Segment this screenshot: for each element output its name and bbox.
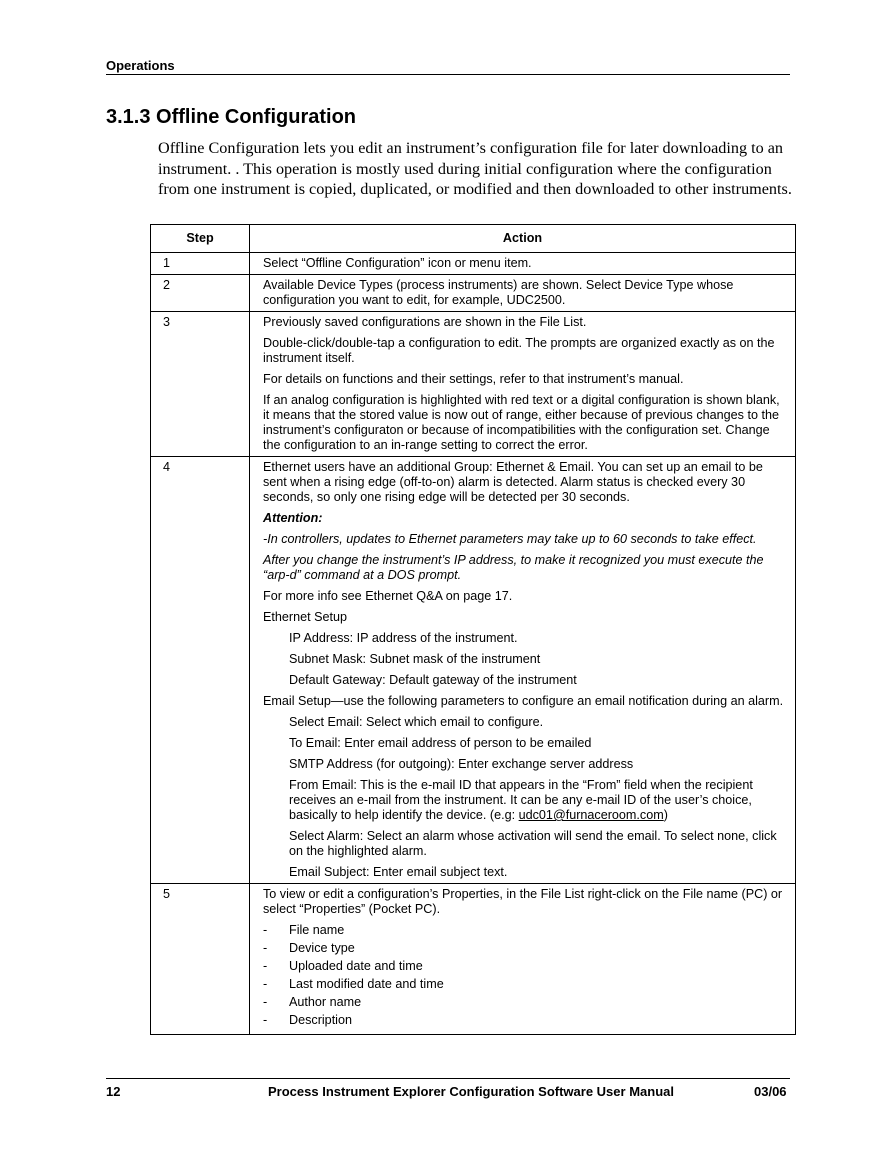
action-text: Previously saved configurations are shown in the File List. (263, 315, 587, 329)
step-number: 2 (151, 275, 250, 312)
action-column-header: Action (250, 225, 796, 253)
list-item-label: Uploaded date and time (289, 959, 423, 973)
list-item (263, 923, 787, 938)
table-header-row (151, 225, 796, 253)
attention-note: After you change the instrument’s IP address, to make it recognized you must execute the “arp-d” command at a DOS prompt. (263, 553, 764, 582)
table-row (151, 457, 796, 884)
subnet-mask-item: Subnet Mask: Subnet mask of the instrument (289, 652, 541, 666)
step-number: 4 (151, 457, 250, 884)
step-number: 1 (151, 253, 250, 275)
action-text: Double-click/double-tap a configuration to edit. The prompts are organized exactly as on the instrument itself. (263, 336, 775, 365)
list-item-label: File name (289, 923, 345, 937)
intro-paragraph: Offline Configuration lets you edit an instrument’s configuration file for later downloading to an instrument. . This operation is mostly used during initial configuration where the configuration from one instrument is copied, duplicated, or modified and then downloaded to other instruments. (158, 139, 792, 198)
step-number: 5 (151, 884, 250, 1035)
header-rule (106, 74, 790, 75)
list-item (263, 959, 787, 974)
email-setup-heading: Email Setup—use the following parameters to configure an email notification during an alarm. (263, 694, 784, 708)
steps-table (150, 224, 796, 1035)
list-item-label: Device type (289, 941, 355, 955)
manual-title: Process Instrument Explorer Configuration Software User Manual (268, 1084, 674, 1099)
attention-note: -In controllers, updates to Ethernet parameters may take up to 60 seconds to take effect. (263, 532, 757, 546)
from-email-close: ) (663, 808, 668, 822)
action-text: Ethernet users have an additional Group: Ethernet & Email. You can set up an email to be sent when a rising edge (off-to-on) alarm is detected. Alarm status is checked every 30 seconds, so only one rising edge will be detected per 30 seconds. (263, 460, 763, 504)
list-item-label: Author name (289, 995, 362, 1009)
footer-rule (106, 1078, 790, 1079)
list-item (263, 1013, 787, 1028)
step-column-header: Step (151, 225, 250, 253)
select-email-item: Select Email: Select which email to configure. (289, 715, 544, 729)
to-email-item: To Email: Enter email address of person to be emailed (289, 736, 592, 750)
from-email-text: From Email: This is the e-mail ID that appears in the “From” field when the recipient receives an e-mail from the instrument. It can be any e-mail ID of the user’s choice, basically to help identify the device. (e.g: (289, 778, 753, 822)
dash-bullet: - (263, 995, 268, 1009)
list-item-label: Description (289, 1013, 352, 1027)
list-item (263, 941, 787, 956)
dash-bullet: - (263, 977, 268, 991)
example-email-link[interactable]: udc01@furnaceroom.com (518, 808, 664, 822)
action-text: If an analog configuration is highlighted with red text or a digital configuration is shown blank, it means that the stored value is now out of range, either because of previous changes to the instrument’s configuraton or because of incompatibilities with the configuration set. Change the configuration to an in-range setting to correct the error. (263, 393, 780, 452)
properties-list (263, 923, 787, 1028)
action-text: Available Device Types (process instruments) are shown. Select Device Type whose configuration you want to edit, for example, UDC2500. (263, 278, 734, 307)
step-action (250, 884, 796, 1035)
action-text: Select “Offline Configuration” icon or menu item. (263, 256, 532, 270)
smtp-address-item: SMTP Address (for outgoing): Enter exchange server address (289, 757, 634, 771)
action-text: For more info see Ethernet Q&A on page 17. (263, 589, 513, 603)
list-item (263, 977, 787, 992)
dash-bullet: - (263, 959, 268, 973)
step-action (250, 457, 796, 884)
table-row (151, 884, 796, 1035)
step-action (250, 253, 796, 275)
dash-bullet: - (263, 1013, 268, 1027)
dash-bullet: - (263, 941, 268, 955)
step-number: 3 (151, 312, 250, 457)
list-item-label: Last modified date and time (289, 977, 444, 991)
ethernet-setup-heading: Ethernet Setup (263, 610, 348, 624)
email-subject-item: Email Subject: Enter email subject text. (289, 865, 508, 879)
table-row (151, 275, 796, 312)
default-gateway-item: Default Gateway: Default gateway of the instrument (289, 673, 577, 687)
page-number: 12 (106, 1084, 121, 1099)
action-text: To view or edit a configuration’s Properties, in the File List right-click on the File name (PC) or select “Properties” (Pocket PC). (263, 887, 783, 916)
table-row (151, 312, 796, 457)
ip-address-item: IP Address: IP address of the instrument. (289, 631, 518, 645)
dash-bullet: - (263, 923, 268, 937)
table-row (151, 253, 796, 275)
select-alarm-item: Select Alarm: Select an alarm whose activation will send the email. To select none, click on the highlighted alarm. (289, 829, 777, 858)
section-title: 3.1.3 Offline Configuration (106, 106, 357, 128)
attention-label: Attention: (263, 511, 323, 525)
revision-date: 03/06 (754, 1084, 787, 1099)
running-header: Operations (106, 58, 175, 73)
from-email-item (289, 778, 787, 823)
action-text: For details on functions and their settings, refer to that instrument’s manual. (263, 372, 684, 386)
step-action (250, 312, 796, 457)
step-action (250, 275, 796, 312)
list-item (263, 995, 787, 1010)
